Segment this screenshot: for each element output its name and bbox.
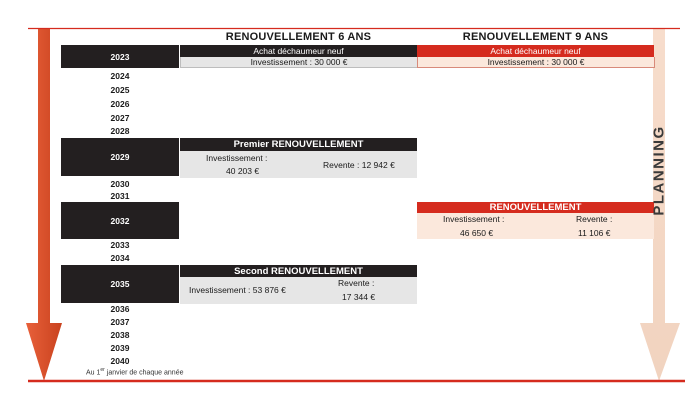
renewal-9-body [417, 213, 654, 239]
year-row-2029: 2029 [61, 138, 179, 176]
first-renewal-resale: Revente : 12 942 € [323, 160, 395, 170]
first-renewal-investment-label: Investissement : [206, 153, 268, 163]
footnote: Au 1er janvier de chaque année [86, 367, 184, 377]
left-arrow-shape [26, 28, 62, 381]
second-renewal-resale-label: Revente : [338, 278, 375, 288]
second-renewal-investment: Investissement : 53 876 € [189, 285, 286, 295]
renewal-9-resale-label: Revente : [576, 214, 613, 224]
year-row-2033: 2033 [110, 240, 130, 250]
renewal-9-title: RENOUVELLEMENT [417, 202, 654, 213]
planning-label-wrap [619, 124, 699, 216]
first-renewal-investment-value: 40 203 € [226, 166, 260, 176]
renewal-9-resale-value: 11 106 € [578, 228, 611, 238]
year-row-2027: 2027 [110, 113, 130, 123]
year-row-2037: 2037 [110, 317, 130, 327]
year-row-2031: 2031 [110, 191, 130, 201]
year-row-2035: 2035 [61, 265, 179, 303]
first-renewal-body [180, 151, 417, 178]
year-row-2038: 2038 [110, 330, 130, 340]
initial-6-title: Achat déchaumeur neuf [180, 45, 417, 57]
year-row-2025: 2025 [110, 85, 130, 95]
initial-9-investment: Investissement : 30 000 € [417, 57, 655, 68]
year-row-2036: 2036 [110, 304, 130, 314]
year-row-2024: 2024 [110, 71, 130, 81]
year-row-2028: 2028 [110, 126, 130, 136]
year-row-2023: 2023 [61, 45, 179, 68]
second-renewal-resale-value: 17 344 € [342, 292, 376, 302]
header-renouvellement-9-ans: RENOUVELLEMENT 9 ANS [462, 31, 609, 43]
first-renewal-title: Premier RENOUVELLEMENT [180, 138, 417, 151]
initial-6-investment: Investissement : 30 000 € [180, 57, 418, 68]
planning-label: PLANNING [650, 124, 668, 216]
initial-9-title: Achat déchaumeur neuf [417, 45, 654, 57]
renewal-9-investment-label: Investissement : [443, 214, 505, 224]
renewal-9-investment-value: 46 650 € [460, 228, 494, 238]
year-row-2030: 2030 [110, 179, 130, 189]
second-renewal-body [180, 277, 417, 304]
year-row-2039: 2039 [110, 343, 130, 353]
year-row-2040: 2040 [110, 356, 130, 366]
second-renewal-title: Second RENOUVELLEMENT [180, 265, 417, 277]
year-row-2034: 2034 [110, 253, 130, 263]
header-renouvellement-6-ans: RENOUVELLEMENT 6 ANS [225, 31, 372, 43]
year-row-2032: 2032 [61, 202, 179, 239]
year-row-2026: 2026 [110, 99, 130, 109]
